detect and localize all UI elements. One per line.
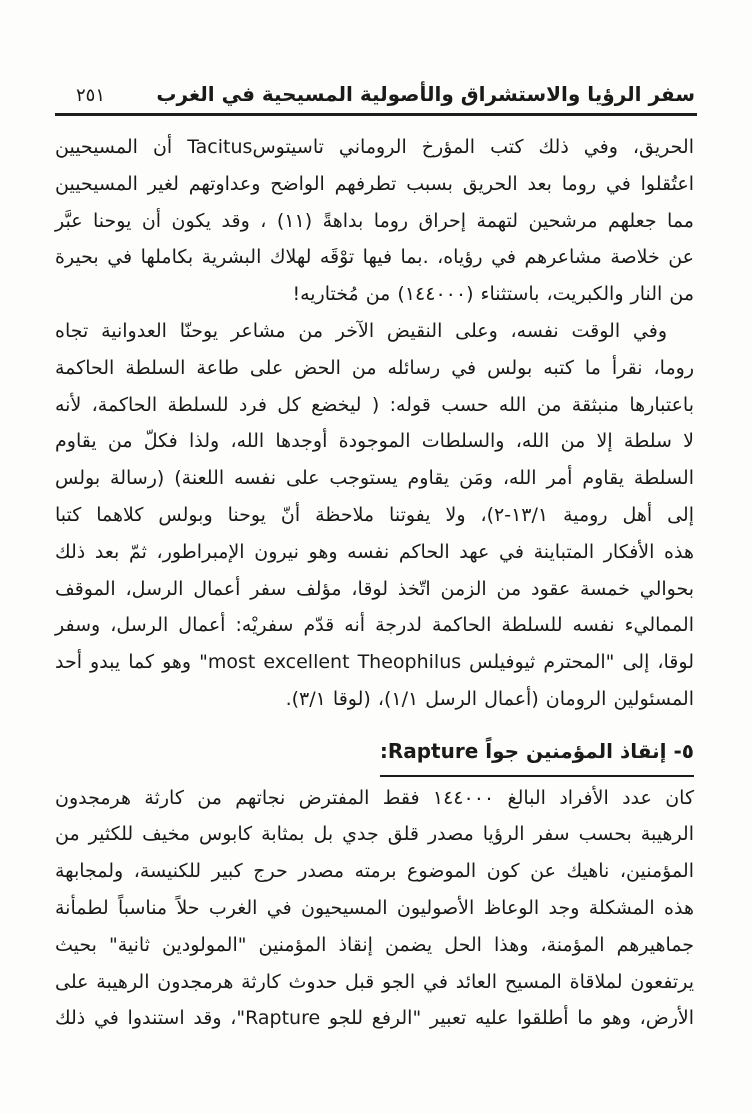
text-line: الحريق، وفي ذلك كتب المؤرخ الروماني تاسيتوسTacitus أن المسيحيين <box>55 136 694 158</box>
header-divider <box>55 113 697 116</box>
section-heading-text: ٥- إنقاذ المؤمنين جواً Rapture: <box>380 733 694 777</box>
section-heading <box>55 733 694 777</box>
text-line: المماليء نفسه للسلطة الحاكمة لدرجة أنه قدّم سفريْه: أعمال الرسل، وسفر <box>55 614 694 637</box>
text-line: الرهيبة بحسب سفر الرؤيا مصدر قلق جدي بل بمثابة كابوس مخيف للكثير من <box>55 823 694 846</box>
text-line: باعتبارها منبثقة من الله حسب قوله: ( ليخضع كل فرد للسلطة الحاكمة، لأنه <box>55 393 694 416</box>
text-line: هذه المشكلة وجد الوعاظ الأصوليون المسيحيون في الغرب حلاً مناسباً لطمأنة <box>55 896 694 919</box>
page-number: ٢٥١ <box>76 85 106 106</box>
text-line: السلطة يقاوم أمر الله، ومَن يقاوم يستوجب على نفسه اللعنة) (رسالة بولس <box>55 467 694 490</box>
text-body <box>55 129 694 1037</box>
text-line: إلى أهل رومية ١٣/١-٢)، ولا يفوتنا ملاحظة أنّ يوحنا وبولس كلاهما كتبا <box>55 503 694 526</box>
text-line: هذه الأفكار المتباينة في عهد الحاكم نفسه وهو نيرون الإمبراطور، ثمّ بعد ذلك <box>55 540 694 563</box>
text-line: المؤمنين، ناهيك عن كون الموضوع برمته مصدر حرج كبير للكنيسة، ولمجابهة <box>55 860 694 883</box>
text-line: اعتُقلوا في روما بعد الحريق بسبب تطرفهم الواضح وعداوتهم لغير المسيحيين <box>55 172 694 195</box>
running-header <box>62 82 695 106</box>
text-line: مما جعلهم مرشحين لتهمة إحراق روما بداهةً (١١) ، وقد يكون أن يوحنا عبَّر <box>55 209 694 232</box>
text-line: لوقا، إلى "المحترم ثيوفيلس most excellent Theophilus" وهو كما يبدو أحد <box>55 651 694 674</box>
text-line: كان عدد الأفراد البالغ ١٤٤٠٠٠ فقط المفترض نجاتهم من كارثة هرمجدون <box>55 786 694 809</box>
text-line: لا سلطة إلا من الله، والسلطات الموجودة أوجدها الله، ولذا فكلّ من يقاوم <box>55 430 694 453</box>
text-line: بحوالي خمسة عقود من الزمن اتّخذ لوقا، مؤلف سفر أعمال الرسل، الموقف <box>55 577 694 600</box>
text-line: المسئولين الرومان (أعمال الرسل ١/١)، (لوقا ٣/١). <box>285 687 694 710</box>
text-line: عن خلاصة مشاعرهم في رؤياه، .بما فيها توْقَه لهلاك البشرية بكاملها في بحيرة <box>55 246 694 269</box>
text-line: من النار والكبريت، باستثناء (١٤٤٠٠٠) من مُختاريه! <box>292 283 694 306</box>
text-line: جماهيرهم المؤمنة، وهذا الحل يضمن إنقاذ المؤمنين "المولودين ثانية" بحيث <box>55 933 694 956</box>
text-line: روما، نقرأ ما كتبه بولس في رسائله من الحض على طاعة السلطة الحاكمة <box>55 356 694 379</box>
book-title: سفر الرؤيا والاستشراق والأصولية المسيحية في الغرب <box>156 82 695 106</box>
text-line: الأرض، وهو ما أطلقوا عليه تعبير "الرفع للجو Rapture"، وقد استندوا في ذلك <box>55 1007 694 1030</box>
text-line: وفي الوقت نفسه، وعلى النقيض الآخر من مشاعر يوحنّا العدوانية تجاه <box>55 319 667 342</box>
text-line: يرتفعون لملاقاة المسيح العائد في الجو قبل حدوث كارثة هرمجدون الرهيبة على <box>55 970 694 993</box>
